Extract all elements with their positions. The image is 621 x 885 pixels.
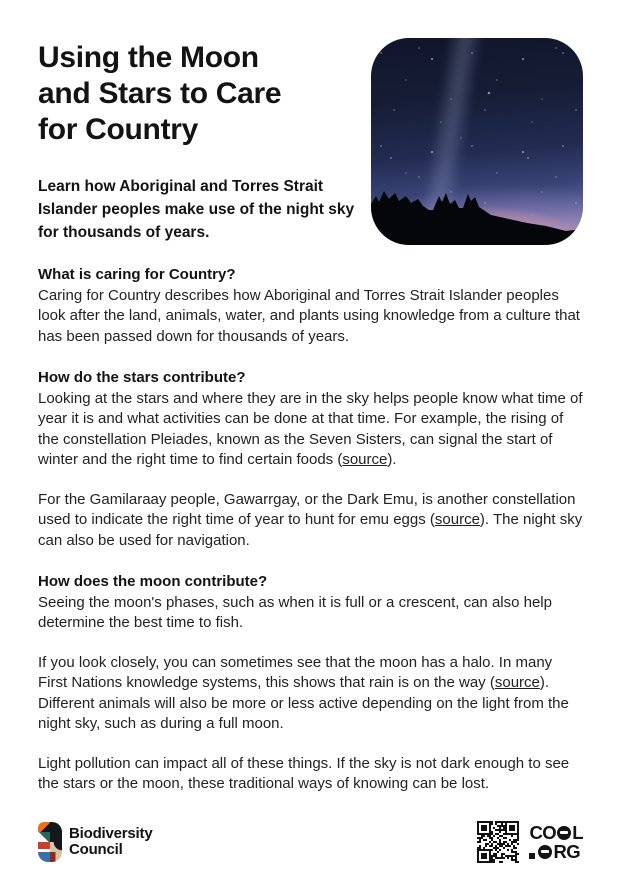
header — [38, 38, 583, 245]
cool-o-icon — [538, 845, 552, 859]
source-link[interactable]: source — [342, 451, 388, 468]
biodiversity-logo-icon — [38, 822, 62, 862]
biodiversity-logo-text: Biodiversity Council — [69, 825, 153, 858]
paragraph: Seeing the moon's phases, such as when it is full or a crescent, can also help determine the best time to fish. — [38, 593, 552, 631]
cool-org-line1: CO L — [529, 822, 583, 843]
footer — [38, 821, 583, 863]
paragraph: Light pollution can impact all of these things. If the sky is not dark enough to see the stars or the moon, these traditional ways of knowing can be lost. — [38, 754, 570, 792]
section-moon-contribute — [38, 572, 583, 795]
page-subtitle: Learn how Aboriginal and Torres Strait Islander peoples make use of the night sky for thousands of years. — [38, 178, 355, 241]
section-heading: How do the stars contribute? — [38, 369, 246, 386]
article-content — [38, 265, 583, 795]
paragraph: If you look closely, you can sometimes see that the moon has a halo. In many First Nations knowledge systems, this shows that rain is on the way (source). Different animals will also be more or less active depending on the light from the night sky, such as during a full moon. — [38, 653, 569, 732]
section-stars-contribute — [38, 368, 583, 551]
cool-org-logo — [529, 823, 583, 861]
cool-org-line2: RG — [529, 842, 580, 861]
dot-icon — [529, 853, 535, 859]
tree-silhouette — [371, 184, 583, 245]
footer-right — [477, 821, 583, 863]
header-text — [38, 38, 360, 244]
section-heading: How does the moon contribute? — [38, 573, 268, 590]
qr-code — [477, 821, 519, 863]
cool-o-icon — [557, 826, 571, 840]
paragraph: For the Gamilaraay people, Gawarrgay, or the Dark Emu, is another constellation used to indicate the right time of year to hunt for emu eggs (source). The night sky can also be used for navigation. — [38, 490, 583, 549]
source-link[interactable]: source — [434, 511, 480, 528]
hero-night-sky-image — [371, 38, 583, 245]
source-link[interactable]: source — [494, 674, 540, 691]
biodiversity-council-logo — [38, 822, 152, 862]
page-title: Using the Moon and Stars to Care for Country — [38, 41, 282, 146]
paragraph: Looking at the stars and where they are in the sky helps people know what time of year it is and what activities can be done at that time. For example, the rising of the constellation Pleiades, known as the Seven Sisters, can signal the start of winter and the right time to find certain foods (source). — [38, 389, 583, 468]
paragraph: Caring for Country describes how Aboriginal and Torres Strait Islander peoples look after the land, animals, water, and plants using knowledge from a culture that has been passed down for thousands of years. — [38, 286, 580, 345]
section-caring-for-country — [38, 265, 583, 347]
section-heading: What is caring for Country? — [38, 266, 236, 283]
